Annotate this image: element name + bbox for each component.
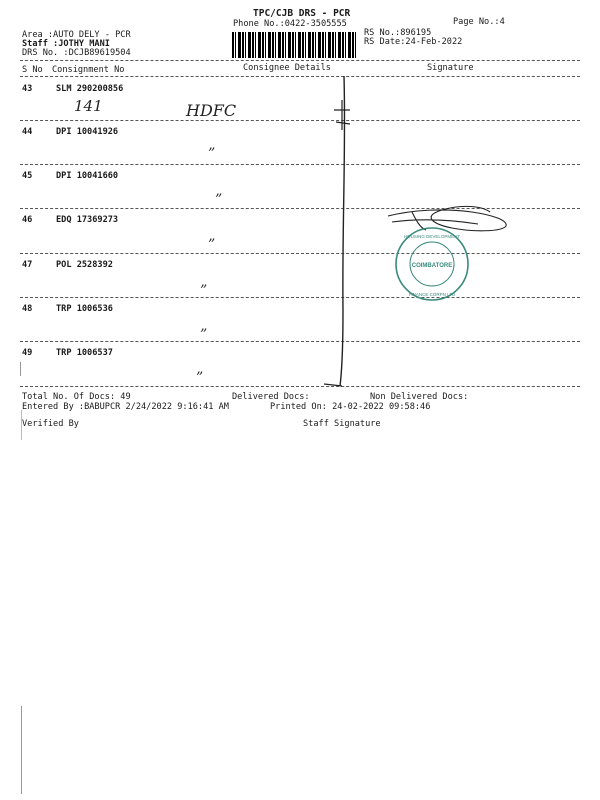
rs-number: RS No.:896195 [364,28,432,38]
svg-text:COIMBATORE: COIMBATORE [411,263,453,269]
row-divider [20,253,580,254]
total-docs: Total No. Of Docs: 49 [22,392,131,402]
row-consignment: POL 2528392 [56,260,113,270]
col-signature: Signature [427,63,474,73]
row-divider [20,120,580,121]
handwritten-ditto: ” [196,370,204,386]
drs-number: DRS No. :DCJB89619504 [22,48,131,58]
handwritten-ditto: ” [200,327,208,343]
row-sno: 47 [22,260,33,270]
header-divider [20,60,580,61]
barcode [232,32,356,58]
row-consignment: EDQ 17369273 [56,215,119,225]
row-consignment: DPI 10041660 [56,171,119,181]
handwritten-ditto: ” [200,283,208,299]
col-consignment: Consignment No [52,65,125,75]
row-divider [20,341,580,342]
area-label: Area :AUTO DELY - PCR [22,30,131,40]
row-consignment: SLM 290200856 [56,84,124,94]
svg-text:HOUSING DEVELOPMENT: HOUSING DEVELOPMENT [403,234,461,239]
rs-date: RS Date:24-Feb-2022 [364,37,463,47]
handwritten-name: HDFC [186,101,237,120]
phone-number: Phone No.:0422-3505555 [233,19,347,29]
staff-signature-label: Staff Signature [303,419,381,429]
row-sno: 45 [22,171,33,181]
row-divider [20,297,580,298]
staff-label: Staff :JOTHY MANI [22,39,110,49]
row-consignment: TRP 1006537 [56,348,113,358]
delivered-docs: Delivered Docs: [232,392,310,402]
company-seal-stamp [392,226,472,302]
scan-edge-mark [21,706,22,794]
row-sno: 44 [22,127,33,137]
scan-edge-mark [20,362,21,376]
handwritten-ditto: ” [208,146,216,162]
row-sno: 46 [22,215,33,225]
handwritten-ditto: ” [208,237,216,253]
row-consignment: DPI 10041926 [56,127,119,137]
col-sno: S No [22,65,43,75]
entered-by: Entered By :BABUPCR 2/24/2022 9:16:41 AM [22,402,229,412]
handwritten-count: 141 [74,97,103,115]
printed-on: Printed On: 24-02-2022 09:58:46 [270,402,431,412]
scan-edge-mark [21,410,22,440]
row-sno: 48 [22,304,33,314]
row-consignment: TRP 1006536 [56,304,113,314]
page-number: Page No.:4 [453,17,505,27]
row-sno: 43 [22,84,33,94]
row-divider [20,164,580,165]
non-delivered-docs: Non Delivered Docs: [370,392,469,402]
handwritten-bracket-line [320,70,360,390]
svg-text:FINANCE CORPN LTD: FINANCE CORPN LTD [408,292,456,297]
verified-by: Verified By [22,419,79,429]
document-title: TPC/CJB DRS - PCR [253,8,351,19]
col-consignee: Consignee Details [243,63,331,73]
row-divider [20,386,580,387]
handwritten-ditto: ” [215,192,223,208]
column-divider [20,76,580,77]
row-sno: 49 [22,348,33,358]
